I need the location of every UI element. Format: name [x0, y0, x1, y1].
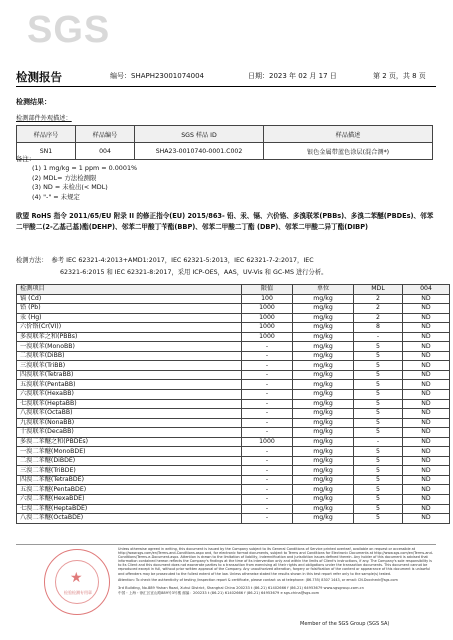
table-cell: -	[354, 437, 403, 447]
table-cell: 5	[354, 466, 403, 476]
table-cell: 十溴联苯(DecaBB)	[17, 428, 242, 438]
table-cell: 5	[354, 409, 403, 419]
table-cell: -	[242, 342, 293, 352]
table-cell: 七溴联苯(HeptaBB)	[17, 399, 242, 409]
page-indicator: 第 2 页，共 8 页	[373, 72, 426, 80]
col-header: 限值	[242, 285, 293, 295]
table-cell: mg/kg	[293, 304, 354, 314]
table-row	[17, 418, 450, 428]
results-heading: 检测结果：	[16, 98, 51, 106]
table-cell: -	[242, 409, 293, 419]
report-title: 检测报告	[16, 70, 62, 84]
table-cell: mg/kg	[293, 418, 354, 428]
table-cell: 2	[354, 313, 403, 323]
table-cell: -	[242, 351, 293, 361]
table-cell: ND	[403, 304, 450, 314]
table-cell: 1000	[242, 313, 293, 323]
sample-table-header	[17, 126, 433, 143]
table-cell: 八溴二苯醚(OctaBDE)	[17, 514, 242, 524]
table-cell: 8	[354, 323, 403, 333]
table-row	[17, 428, 450, 438]
table-cell: mg/kg	[293, 390, 354, 400]
method-line1: 参考 IEC 62321-4:2013+AMD1:2017，IEC 62321-5:2013，IEC 62321-7-2:2017，IEC	[51, 257, 314, 264]
table-cell: 5	[354, 447, 403, 457]
table-cell: 五溴二苯醚(PentaBDE)	[17, 485, 242, 495]
table-cell: mg/kg	[293, 437, 354, 447]
table-cell: 5	[354, 456, 403, 466]
table-cell: ND	[403, 504, 450, 514]
table-cell: 5	[354, 418, 403, 428]
table-cell: mg/kg	[293, 475, 354, 485]
report-date: 日期：2023 年 02 月 17 日	[248, 72, 337, 80]
stamp-text: 检验检测专用章	[64, 590, 92, 595]
table-cell: -	[242, 466, 293, 476]
table-cell: -	[242, 390, 293, 400]
table-cell: ND	[403, 332, 450, 342]
disclaimer-text: Unless otherwise agreed in writing, this document is issued by the Company subject to its General Conditions of Service printed overleaf, available on request or accessible at http://www.sgs.com/en/Terms-and-Conditions.aspx and, for electronic format documents, subject to Terms and Conditions for Electronic Documents at http://www.sgs.com/en/Terms-and-Conditions/Terms-e-Document.aspx. Attention is drawn to the limitation of liability, indemnification and jurisdiction issues defined therein. Any holder of this document is advised that information contained hereon reflects the Company's findings at the time of its intervention only and within the limits of Client's instructions, if any. The Company's sole responsibility is to its Client and this document does not exonerate parties to a transaction from exercising all their rights and obligations under the transaction documents. This document cannot be reproduced except in full, without prior written approval of the Company. Any unauthorized alteration, forgery or falsification of the content or appearance of this document is unlawful and offenders may be prosecuted to the fullest extent of the law. Unless otherwise stated the results shown in this test report refer only to the sample(s) tested.	[118, 547, 433, 576]
table-cell: mg/kg	[293, 495, 354, 505]
table-cell: mg/kg	[293, 342, 354, 352]
table-row	[17, 447, 450, 457]
method-label: 检测方法：	[16, 257, 48, 264]
col-header: 单位	[293, 285, 354, 295]
table-cell: mg/kg	[293, 294, 354, 304]
table-cell: mg/kg	[293, 361, 354, 371]
note-item: (2) MDL= 方法检测限	[32, 173, 97, 182]
table-cell: ND	[403, 390, 450, 400]
notes-title: 备注：	[16, 155, 36, 163]
table-row	[17, 390, 450, 400]
table-row	[17, 475, 450, 485]
col-header: 004	[403, 285, 450, 295]
table-cell: 5	[354, 361, 403, 371]
table-cell: 5	[354, 475, 403, 485]
table-cell: mg/kg	[293, 313, 354, 323]
table-cell: -	[242, 380, 293, 390]
notes	[16, 155, 137, 202]
table-cell: -	[242, 456, 293, 466]
table-cell: ND	[403, 514, 450, 524]
table-cell: ND	[403, 313, 450, 323]
table-cell: 九溴联苯(NonaBB)	[17, 418, 242, 428]
table-cell: ND	[403, 370, 450, 380]
table-cell: mg/kg	[293, 351, 354, 361]
table-cell: -	[242, 361, 293, 371]
table-cell: 三溴二苯醚(TriBDE)	[17, 466, 242, 476]
table-cell: 5	[354, 351, 403, 361]
table-cell: mg/kg	[293, 332, 354, 342]
table-cell: 1000	[242, 323, 293, 333]
table-row	[17, 456, 450, 466]
test-method	[16, 255, 436, 279]
col-header: 检测项目	[17, 285, 242, 295]
table-cell: mg/kg	[293, 514, 354, 524]
table-cell: ND	[403, 428, 450, 438]
table-cell: ND	[403, 323, 450, 333]
col-header: SGS 样品 ID	[135, 126, 264, 143]
table-cell: 1000	[242, 332, 293, 342]
table-cell: 一溴联苯(MonoBB)	[17, 342, 242, 352]
table-row	[17, 504, 450, 514]
cell: 银色金属带蓝色涂层(混合测*)	[264, 143, 433, 160]
table-row	[17, 485, 450, 495]
table-cell: 5	[354, 485, 403, 495]
address-en: 3rd Building, No.889 Yishan Road, Xuhui District, Shanghai China 200233 t (86-21) 61402666 f (86-21) 64953679 www.sgsgroup.com.cn	[118, 585, 364, 590]
table-cell: -	[242, 418, 293, 428]
table-cell: 六溴二苯醚(HexaBDE)	[17, 495, 242, 505]
table-cell: mg/kg	[293, 466, 354, 476]
col-header: 样品描述	[264, 126, 433, 143]
table-cell: mg/kg	[293, 380, 354, 390]
cell: 004	[76, 143, 135, 160]
col-header: 样品编号	[76, 126, 135, 143]
table-cell: 5	[354, 370, 403, 380]
cell: SHA23-0010740-0001.C002	[135, 143, 264, 160]
table-row	[17, 361, 450, 371]
table-cell: mg/kg	[293, 370, 354, 380]
table-cell: 七溴二苯醚(HeptaBDE)	[17, 504, 242, 514]
table-row	[17, 380, 450, 390]
table-row	[17, 466, 450, 476]
member-text: Member of the SGS Group (SGS SA)	[300, 621, 390, 627]
table-cell: ND	[403, 380, 450, 390]
table-cell: 六价铬(Cr(VI))	[17, 323, 242, 333]
table-cell: ND	[403, 495, 450, 505]
table-cell: mg/kg	[293, 485, 354, 495]
col-header: 样品序号	[17, 126, 76, 143]
table-cell: mg/kg	[293, 456, 354, 466]
authenticity-note: Attention: To check the authenticity of testing /inspection report & certificate, please contact us at telephone: (86-755) 8307 1443, or email: CN.Doccheck@sgs.com	[118, 577, 398, 582]
table-cell: ND	[403, 456, 450, 466]
table-cell: 5	[354, 504, 403, 514]
table-cell: -	[242, 447, 293, 457]
table-cell: -	[242, 399, 293, 409]
table-cell: -	[242, 495, 293, 505]
table-cell: ND	[403, 418, 450, 428]
note-item: (3) ND = 未检出(< MDL)	[32, 183, 108, 192]
table-cell: -	[242, 428, 293, 438]
table-cell: mg/kg	[293, 504, 354, 514]
table-cell: -	[354, 332, 403, 342]
table-cell: mg/kg	[293, 428, 354, 438]
footer-divider	[16, 544, 436, 545]
table-cell: 多溴联苯之和(PBBs)	[17, 332, 242, 342]
cell: SN1	[17, 143, 76, 160]
method-line2: 62321-6:2015 和 IEC 62321-8:2017，采用 ICP-OES，AAS，UV-Vis 和 GC-MS 进行分析。	[60, 269, 328, 276]
table-cell: 多溴二苯醚之和(PBDEs)	[17, 437, 242, 447]
note-item: (1) 1 mg/kg = 1 ppm = 0.0001%	[32, 164, 138, 173]
table-row	[17, 437, 450, 447]
table-row	[17, 370, 450, 380]
table-cell: 1000	[242, 304, 293, 314]
table-cell: ND	[403, 342, 450, 352]
header-divider	[16, 86, 436, 87]
address-cn: 中国・上海・徐汇区宜山路889号3号楼 邮编：200233 t (86-21) 61402666 f (86-21) 64953679 e sgs.china@sgs.com	[118, 590, 320, 595]
table-cell: 5	[354, 495, 403, 505]
table-cell: 一溴二苯醚(MonoBDE)	[17, 447, 242, 457]
table-cell: 5	[354, 390, 403, 400]
table-cell: ND	[403, 294, 450, 304]
table-cell: -	[242, 485, 293, 495]
table-row	[17, 294, 450, 304]
footer-disclaimer	[118, 547, 436, 595]
table-row	[17, 399, 450, 409]
table-cell: 四溴联苯(TetraBB)	[17, 370, 242, 380]
table-cell: 100	[242, 294, 293, 304]
note-item: (4) "-" = 未规定	[32, 192, 80, 201]
table-cell: ND	[403, 466, 450, 476]
standard-heading: 欧盟 RoHS 指令 2011/65/EU 附录 II 的修正指令(EU) 2015/863- 铅、汞、镉、六价铬、多溴联苯(PBBs)、多溴二苯醚(PBDEs)、邻苯二甲酸二(2-乙基己基)酯(DEHP)、邻苯二甲酸丁苄酯(BBP)、邻苯二甲酸二丁酯 (DBP)、邻苯二甲酸二异丁酯(DIBP)	[16, 212, 434, 231]
table-cell: 5	[354, 399, 403, 409]
table-cell: 2	[354, 294, 403, 304]
table-cell: 镉 (Cd)	[17, 294, 242, 304]
table-cell: mg/kg	[293, 409, 354, 419]
table-cell: 2	[354, 304, 403, 314]
table-cell: ND	[403, 485, 450, 495]
table-cell: 五溴联苯(PentaBB)	[17, 380, 242, 390]
table-cell: 1000	[242, 437, 293, 447]
table-cell: 5	[354, 380, 403, 390]
table-cell: 5	[354, 342, 403, 352]
table-cell: -	[242, 504, 293, 514]
table-cell: ND	[403, 437, 450, 447]
sample-desc-heading: 检测部件外观描述：	[16, 115, 72, 122]
table-row	[17, 495, 450, 505]
table-cell: 六溴联苯(HexaBB)	[17, 390, 242, 400]
table-row	[17, 514, 450, 524]
table-cell: mg/kg	[293, 399, 354, 409]
table-cell: ND	[403, 447, 450, 457]
table-cell: 5	[354, 428, 403, 438]
table-cell: 5	[354, 514, 403, 524]
table-cell: 三溴联苯(TriBB)	[17, 361, 242, 371]
results-table	[16, 284, 450, 524]
sgs-logo: SGS	[27, 9, 111, 51]
table-cell: 铅 (Pb)	[17, 304, 242, 314]
table-cell: -	[242, 475, 293, 485]
report-number: 编号：SHAPH23001074004	[110, 72, 204, 80]
table-cell: ND	[403, 409, 450, 419]
table-cell: mg/kg	[293, 323, 354, 333]
table-cell: ND	[403, 351, 450, 361]
table-cell: ND	[403, 361, 450, 371]
col-header: MDL	[354, 285, 403, 295]
table-cell: -	[242, 370, 293, 380]
table-row	[17, 323, 450, 333]
table-row	[17, 304, 450, 314]
table-cell: 二溴二苯醚(DiBDE)	[17, 456, 242, 466]
table-row	[17, 342, 450, 352]
results-table-header	[17, 285, 450, 295]
table-row	[17, 351, 450, 361]
table-cell: -	[242, 514, 293, 524]
table-cell: 四溴二苯醚(TetraBDE)	[17, 475, 242, 485]
table-row	[17, 332, 450, 342]
table-cell: mg/kg	[293, 447, 354, 457]
table-row	[17, 313, 450, 323]
table-cell: 汞 (Hg)	[17, 313, 242, 323]
table-cell: 八溴联苯(OctaBB)	[17, 409, 242, 419]
table-cell: 二溴联苯(DiBB)	[17, 351, 242, 361]
table-cell: ND	[403, 475, 450, 485]
star-icon: ★	[70, 570, 83, 586]
table-cell: ND	[403, 399, 450, 409]
table-row	[17, 409, 450, 419]
